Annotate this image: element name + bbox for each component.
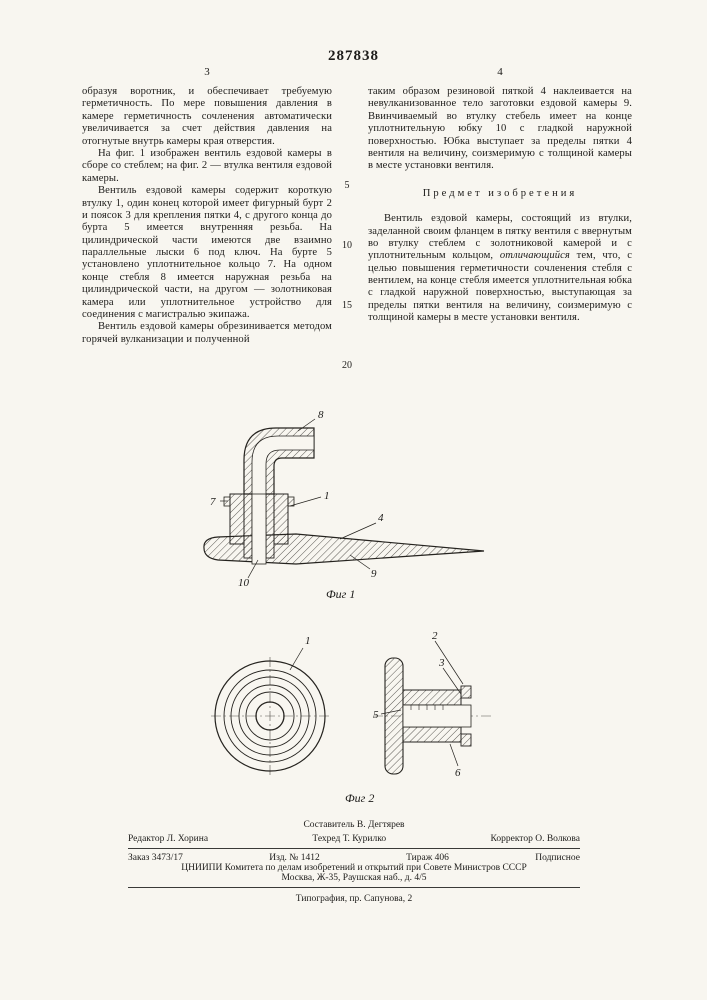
fig2-label-5: 5 <box>373 709 379 721</box>
claim-italic-word: отличающийся <box>499 250 570 262</box>
paragraph: Вентиль ездовой камеры содержит короткую втулку 1, один конец которой имеет фигурный бурт 2 и поясок 3 для крепления пятки 4, с другого конца до бурта 5 имеется внутренняя резьба. На цилиндрической части имеются две взаимно параллельные лыски 6 под ключ. На бурте 5 установлено уплотнительное кольцо 7. На одном конце стебля 8 имеется наружная резьба на цилиндрической части, на другом — золотниковая камера или уплотнительное устройство для соединения с магистралью экипажа. <box>82 185 332 321</box>
line-number: 10 <box>342 240 352 251</box>
editor-name: Редактор Л. Хорина <box>128 834 209 844</box>
order-number: Заказ 3473/17 <box>128 853 183 863</box>
claim-text-end: тем, что, с целью повышения герметичности сочленения стебля с вентилем, на конце стебля имеется уплотнительная юбка с гладкой наружной поверхностью, выступающая за пределы пятки вентиля на величину, соизмеримую с толщиной камеры в месте установки вентиля. <box>368 250 633 324</box>
fig2-label-2: 2 <box>432 630 438 642</box>
left-text-column <box>82 86 332 346</box>
fig1-label-10: 10 <box>238 577 249 589</box>
claim-text-start: Вентиль ездовой камеры, состоящий из втулки, заделанной своим фланцем в пятку вентиля с ввернутым во втулку стеблем с золотниковой камерой и с уплотнительным кольцом, <box>368 213 632 262</box>
line-number: 15 <box>342 300 352 311</box>
patent-number: 287838 <box>328 48 379 64</box>
fig1-label-8: 8 <box>318 409 324 421</box>
address-line: Москва, Ж-35, Раушская наб., д. 4/5 <box>281 873 427 883</box>
right-text-column <box>368 86 632 325</box>
fig1-label-7: 7 <box>210 496 216 508</box>
figure-1-caption: Фиг 1 <box>326 587 356 601</box>
fig2-label-3: 3 <box>439 657 445 669</box>
print-info-row <box>128 853 580 863</box>
corrector-name: Корректор О. Волкова <box>490 834 580 844</box>
techred-name: Техред Т. Курилко <box>312 834 387 844</box>
figure-1 <box>178 402 508 607</box>
left-column-number: 3 <box>204 66 210 78</box>
printing-house-line: Типография, пр. Сапунова, 2 <box>295 894 413 904</box>
circulation-count: Тираж 406 <box>406 853 449 863</box>
bushing-drawing <box>205 628 505 808</box>
line-number: 20 <box>342 360 352 371</box>
divider <box>128 848 580 849</box>
colophon <box>128 820 580 904</box>
right-column-number: 4 <box>497 66 503 78</box>
paragraph: Вентиль ездовой камеры обрезинивается методом горячей вулканизации и полученной <box>82 321 332 345</box>
claim-paragraph <box>368 213 632 325</box>
paragraph: образуя воротник, и обеспечивает требуемую герметичность. По мере повышения давления в камере герметичность сочленения автоматически увеличивается за счет действия давления на отогнутые внутрь камеры края отверстия. <box>82 86 332 147</box>
fig1-label-9: 9 <box>371 568 377 580</box>
paragraph: На фиг. 1 изображен вентиль ездовой камеры в сборе со стеблем; на фиг. 2 — втулка вентиля ездовой камеры. <box>82 147 332 184</box>
line-number: 5 <box>344 180 350 191</box>
subscription-label: Подписное <box>535 853 580 863</box>
fig1-label-4: 4 <box>378 512 384 524</box>
figure-2-caption: Фиг 2 <box>345 791 375 805</box>
fig1-label-1: 1 <box>324 490 330 502</box>
compiler-line: Составитель В. Дегтярев <box>303 820 405 830</box>
figure-2 <box>205 628 505 813</box>
section-heading: Предмет изобретения <box>422 187 578 199</box>
divider <box>128 887 580 888</box>
fig2-label-1: 1 <box>305 635 311 647</box>
fig2-label-6: 6 <box>455 767 461 779</box>
paragraph: таким образом резиновой пяткой 4 наклеивается на невулканизованное тело заготовки ездовой камеры 9. Ввинчиваемый во втулку стебель имеет на конце уплотнительную юбку 10 с гладкой наружной поверхностью. Юбка выступает за пределы пятки 4 вентиля на величину, соизмеримую с толщиной камеры в месте установки вентиля. <box>368 86 632 172</box>
valve-assembly-drawing <box>178 402 508 602</box>
organization-line: ЦНИИПИ Комитета по делам изобретений и открытий при Совете Министров СССР <box>181 863 527 873</box>
edition-number: Изд. № 1412 <box>269 853 320 863</box>
editors-row <box>128 834 580 844</box>
